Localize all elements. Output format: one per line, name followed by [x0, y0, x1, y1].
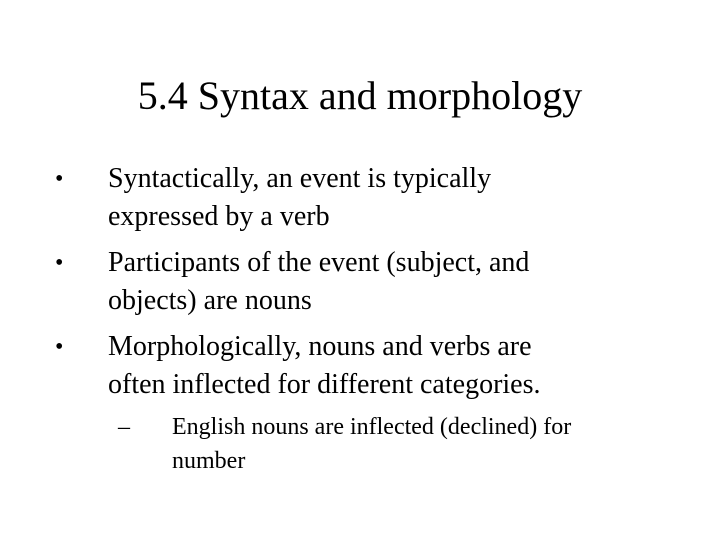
sub-bullet-line: English nouns are inflected (declined) for [172, 414, 572, 440]
bullet-line: Syntactically, an event is typically [108, 163, 492, 194]
bullet-marker: • [55, 334, 64, 360]
bullet-marker: • [55, 166, 64, 192]
bullet-text [108, 328, 708, 404]
bullet-text [108, 244, 708, 320]
bullet-marker: • [55, 250, 64, 276]
bullet-text [108, 160, 708, 236]
sub-bullet-text [172, 410, 712, 478]
bullet-line: often inflected for different categories. [108, 369, 541, 400]
sub-bullet-marker: – [118, 414, 130, 440]
bullet-line: objects) are nouns [108, 285, 312, 316]
bullet-line: Morphologically, nouns and verbs are [108, 331, 532, 362]
bullet-line: expressed by a verb [108, 201, 330, 232]
bullet-line: Participants of the event (subject, and [108, 247, 530, 278]
sub-bullet-line: number [172, 448, 246, 474]
slide-title: 5.4 Syntax and morphology [137, 73, 583, 118]
